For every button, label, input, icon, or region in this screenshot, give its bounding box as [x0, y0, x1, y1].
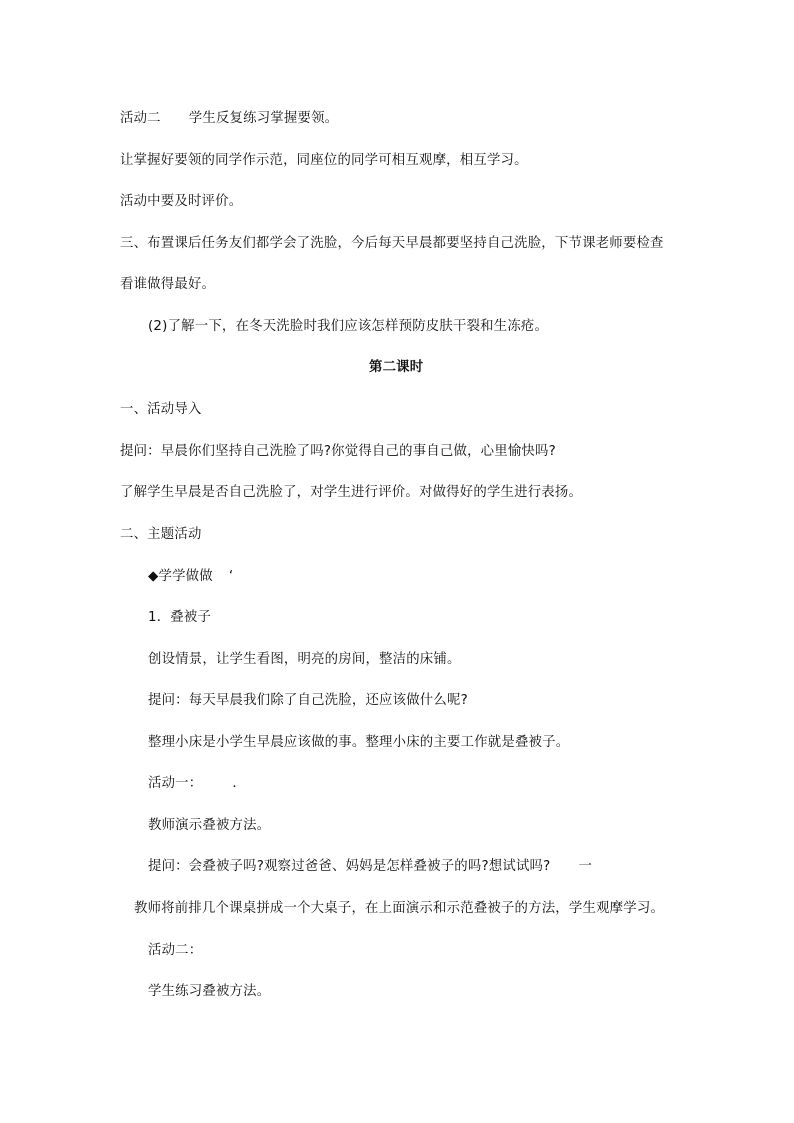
paragraph-understand: 了解学生早晨是否自己洗脸了，对学生进行评价。对做得好的学生进行表扬。: [120, 485, 583, 500]
stray-dot: .: [232, 776, 237, 791]
heading-intro: 一、活动导入: [120, 402, 202, 417]
paragraph-scenario: 创设情景，让学生看图，明亮的房间，整洁的床铺。: [148, 652, 461, 667]
heading-theme: 二、主题活动: [120, 527, 202, 542]
section-title: 第二课时: [369, 360, 424, 375]
activity-two-label-b: 活动二：: [148, 943, 203, 958]
learn-do-line: [148, 568, 233, 586]
paragraph-winter: (2)了解一下，在冬天洗脸时我们应该怎样预防皮肤干裂和生冻疮。: [148, 319, 549, 334]
activity-one-line: [148, 775, 237, 793]
activity-two-line: [120, 110, 338, 128]
paragraph-evaluation: 活动中要及时评价。: [120, 194, 243, 209]
paragraph-desk-demo: 教师将前排几个课桌拼成一个大桌子，在上面演示和示范叠被子的方法，学生观摩学习。: [134, 901, 665, 916]
stray-mark: ‘: [228, 569, 234, 584]
item-fold-quilt: 1．叠被子: [148, 610, 212, 625]
paragraph-demo: 让掌握好要领的同学作示范，同座位的同学可相互观摩，相互学习。: [120, 153, 528, 168]
paragraph-practice: 学生练习叠被方法。: [148, 984, 271, 999]
paragraph-question-2: 提问：每天早晨我们除了自己洗脸，还应该做什么呢?: [148, 693, 468, 708]
paragraph-question-3-line: [148, 858, 592, 876]
paragraph-question-3: 提问：会叠被子吗?观察过爸爸、妈妈是怎样叠被子的吗?想试试吗?: [148, 859, 551, 874]
activity-one-label: 活动一：: [148, 776, 203, 791]
stray-dash: 一: [578, 859, 593, 874]
paragraph-homework-cont: 看谁做得最好。: [120, 277, 216, 292]
paragraph-homework: 三、布置课后任务友们都学会了洗脸，今后每天早晨都要坚持自己洗脸，下节课老师要检查: [120, 236, 664, 251]
activity-two-text: 学生反复练习掌握要领。: [188, 111, 339, 126]
paragraph-tidy-bed: 整理小床是小学生早晨应该做的事。整理小床的主要工作就是叠被子。: [148, 735, 570, 750]
paragraph-teacher-demo: 教师演示叠被方法。: [148, 818, 271, 833]
learn-do-label: ◆学学做做: [148, 569, 213, 584]
paragraph-question: 提问：早晨你们坚持自己洗脸了吗?你觉得自己的事自己做，心里愉快吗?: [120, 444, 556, 459]
activity-two-label: 活动二: [120, 111, 161, 126]
